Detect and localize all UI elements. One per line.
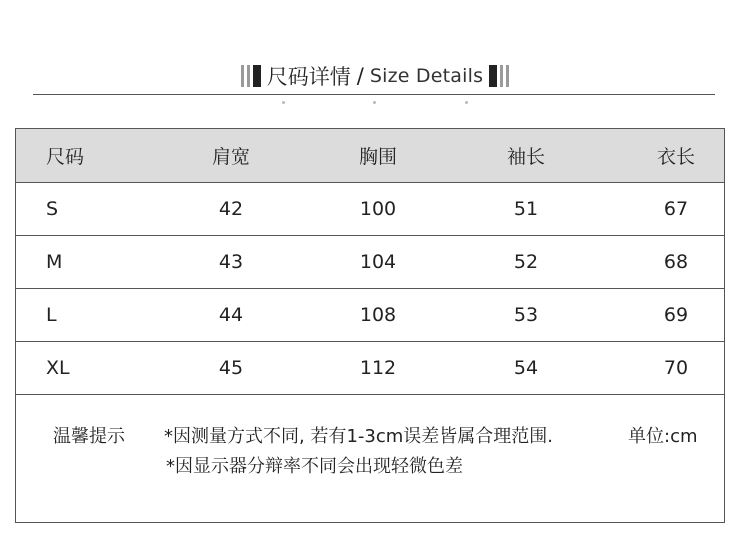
cell-length: 68 <box>663 251 689 273</box>
notes-section <box>16 395 724 522</box>
column-header-shoulder: 肩宽 <box>211 146 250 168</box>
cell-shoulder: 42 <box>218 198 244 220</box>
cell-size: M <box>46 251 63 273</box>
cell-shoulder: 45 <box>218 357 244 379</box>
cell-chest: 108 <box>359 304 397 326</box>
cell-sleeve: 53 <box>513 304 539 326</box>
title-english: Size Details <box>369 65 484 87</box>
cell-shoulder: 44 <box>218 304 244 326</box>
notes-measurement-tolerance: *因测量方式不同, 若有1-3cm误差皆属合理范围. <box>164 426 553 447</box>
decorative-dots <box>0 101 750 107</box>
cell-length: 67 <box>663 198 689 220</box>
cell-shoulder: 43 <box>218 251 244 273</box>
column-header-size: 尺码 <box>46 146 85 168</box>
cell-length: 69 <box>663 304 689 326</box>
notes-color-difference: *因显示器分辩率不同会出现轻微色差 <box>166 456 463 477</box>
cell-chest: 100 <box>359 198 397 220</box>
table-row <box>16 183 724 236</box>
column-header-length: 衣长 <box>656 146 695 168</box>
notes-label: 温馨提示 <box>53 426 125 447</box>
cell-length: 70 <box>663 357 689 379</box>
table-row <box>16 289 724 342</box>
cell-size: S <box>46 198 59 220</box>
cell-sleeve: 54 <box>513 357 539 379</box>
header-divider <box>33 94 715 95</box>
decorative-bars-right-icon <box>489 65 509 87</box>
page-header <box>0 58 750 94</box>
decorative-bars-left-icon <box>241 65 261 87</box>
cell-chest: 104 <box>359 251 397 273</box>
column-header-chest: 胸围 <box>358 146 397 168</box>
table-row <box>16 236 724 289</box>
size-table <box>15 128 725 523</box>
table-row <box>16 342 724 395</box>
title-chinese: 尺码详情 <box>266 65 351 89</box>
cell-sleeve: 51 <box>513 198 539 220</box>
cell-size: XL <box>46 357 70 379</box>
cell-chest: 112 <box>359 357 397 379</box>
column-header-sleeve: 袖长 <box>506 146 545 168</box>
table-header-row <box>16 129 724 183</box>
cell-size: L <box>46 304 57 326</box>
notes-unit: 单位:cm <box>628 426 698 447</box>
title-separator: / <box>356 64 364 88</box>
cell-sleeve: 52 <box>513 251 539 273</box>
